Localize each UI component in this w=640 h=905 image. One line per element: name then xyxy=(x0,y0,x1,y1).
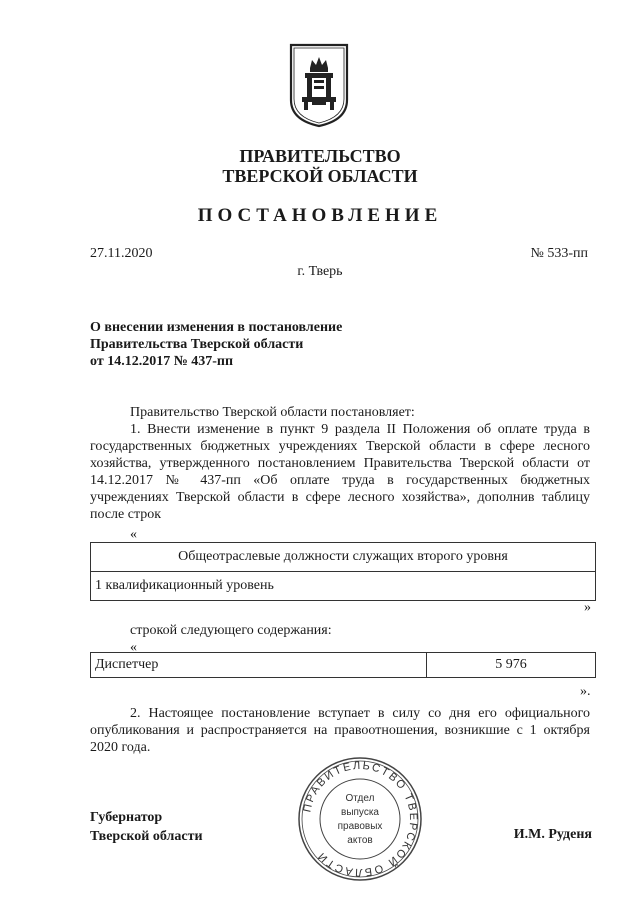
intro-paragraph: Правительство Тверской области постановляет: xyxy=(130,405,415,420)
document-date: 27.11.2020 xyxy=(90,246,153,261)
stamp-ring-text: ПРАВИТЕЛЬСТВО ТВЕРСКОЙ ОБЛАСТИ xyxy=(301,759,420,879)
table-row xyxy=(91,543,596,572)
table-new-row xyxy=(90,652,596,678)
following-text: строкой следующего содержания: xyxy=(130,623,332,638)
document-number: № 533-пп xyxy=(530,246,588,261)
signatory-title xyxy=(90,808,203,846)
signatory-title-line2: Тверской области xyxy=(90,829,203,844)
tver-coat-of-arms-icon xyxy=(288,42,350,128)
item1-paragraph: 1. Внести изменение в пункт 9 раздела II Положения об оплате труда в государственных бюджетных учреждениях Тверской области в сфере лесного хозяйства, утвержденного постановлением Правительства Тверской области от 14.12.2017 № 437-пп «Об оплате труда в государственных бюджетных учреждениях Тверской области в сфере лесного хозяйства», дополнив таблицу после строк xyxy=(90,422,590,522)
close-quote-1: » xyxy=(584,600,591,615)
table-cell-position: Диспетчер xyxy=(91,653,427,678)
open-quote-2: « xyxy=(130,640,137,655)
table-cell-category: Общеотраслевые должности служащих второго уровня xyxy=(91,543,596,572)
document-city: г. Тверь xyxy=(297,264,343,279)
item2-paragraph: 2. Настоящее постановление вступает в силу со дня его официального опубликования и распространяется на правоотношения, возникшие с 1 октября 2020 года. xyxy=(90,706,590,755)
table-row xyxy=(91,572,596,601)
official-stamp xyxy=(296,755,424,883)
stamp-line1: Отдел xyxy=(345,793,375,804)
document-subject xyxy=(90,319,410,370)
table-cell-level: 1 квалификационный уровень xyxy=(91,572,596,601)
subject-line3: от 14.12.2017 № 437-пп xyxy=(90,354,234,369)
org-name-line1: ПРАВИТЕЛЬСТВО xyxy=(239,146,401,166)
subject-line2: Правительства Тверской области xyxy=(90,337,304,352)
org-name-line2: ТВЕРСКОЙ ОБЛАСТИ xyxy=(222,166,418,186)
subject-line1: О внесении изменения в постановление xyxy=(90,320,343,335)
open-quote-1: « xyxy=(130,527,137,542)
document-type: ПОСТАНОВЛЕНИЕ xyxy=(197,205,443,226)
table-original-rows xyxy=(90,542,596,601)
stamp-line4: актов xyxy=(347,835,373,846)
signatory-name: И.М. Руденя xyxy=(513,827,592,842)
signatory-title-line1: Губернатор xyxy=(90,810,163,825)
table-cell-value: 5 976 xyxy=(427,653,596,678)
stamp-line3: правовых xyxy=(337,821,383,832)
close-quote-2: ». xyxy=(580,684,591,699)
table-row xyxy=(91,653,596,678)
stamp-line2: выпуска xyxy=(341,807,379,818)
